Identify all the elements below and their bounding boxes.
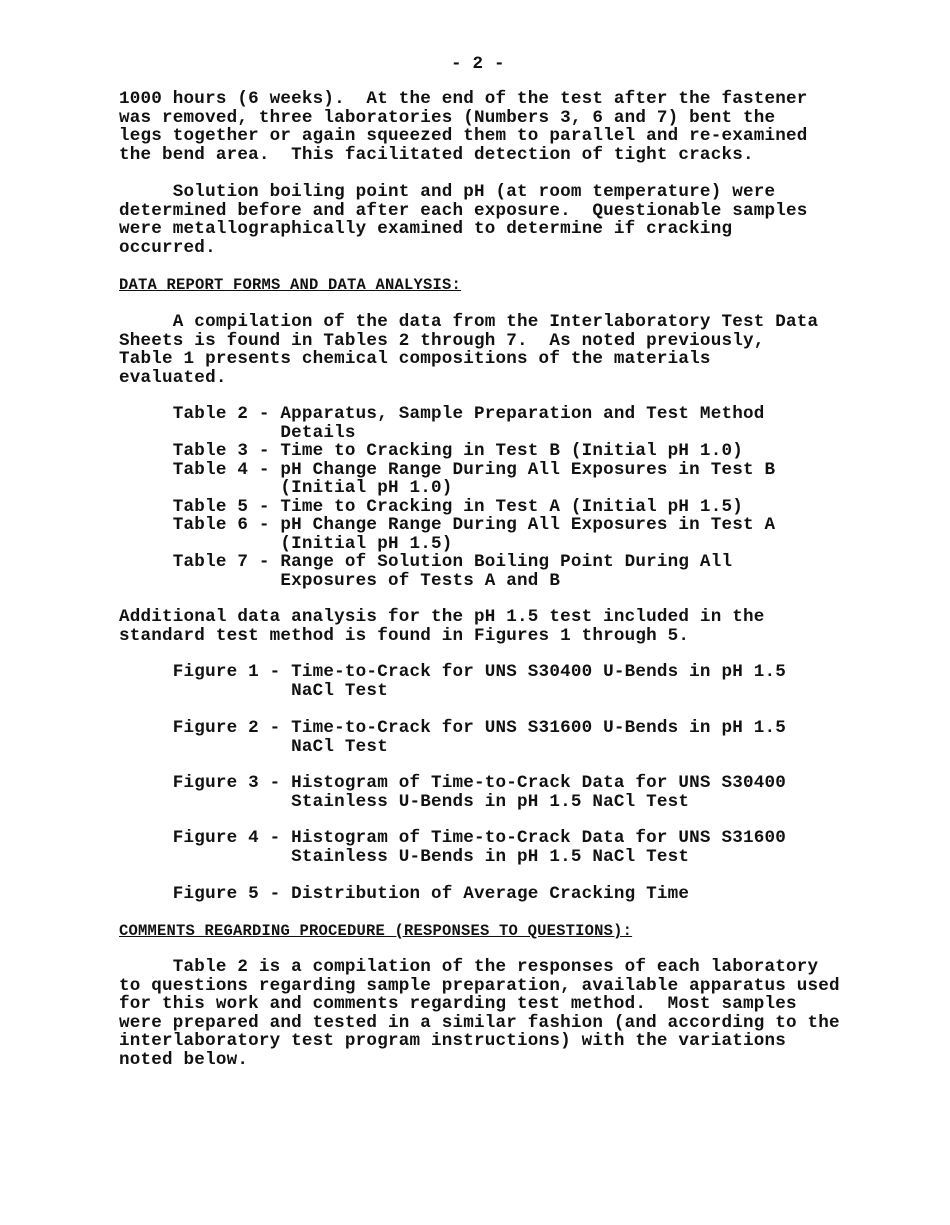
page-number: - 2 - xyxy=(451,54,505,74)
compilation-line: evaluated. xyxy=(119,367,227,388)
boiling-line: determined before and after each exposure. Questionable samples xyxy=(119,200,808,221)
intro-line: legs together or again squeezed them to parallel and re-examined xyxy=(119,126,808,146)
table2-line: Table 2 is a compilation of the responses of each laboratory xyxy=(119,957,819,977)
intro-line: was removed, three laboratories (Numbers 3, 6 and 7) bent the xyxy=(119,107,776,128)
table-list-item: Table 2 - Apparatus, Sample Preparation and Test Method xyxy=(119,404,765,424)
compilation-line: Table 1 presents chemical compositions of the materials xyxy=(119,349,711,369)
boiling-line: occurred. xyxy=(119,237,216,258)
figure-list-item: NaCl Test xyxy=(119,680,388,701)
additional-line: standard test method is found in Figures 1 through 5. xyxy=(119,625,690,646)
table-list-item: Details xyxy=(119,422,356,443)
section-heading-comments: COMMENTS REGARDING PROCEDURE (RESPONSES TO QUESTIONS): xyxy=(119,922,633,940)
section-heading-data-report: DATA REPORT FORMS AND DATA ANALYSIS: xyxy=(119,276,462,294)
intro-line: 1000 hours (6 weeks). At the end of the test after the fastener xyxy=(119,89,808,109)
table-list-item: (Initial pH 1.5) xyxy=(119,533,453,554)
table2-line: noted below. xyxy=(119,1049,249,1070)
table-list-item: Table 7 - Range of Solution Boiling Point During All xyxy=(119,552,733,572)
intro-line: the bend area. This facilitated detection of tight cracks. xyxy=(119,144,754,165)
figure-list-item: Figure 1 - Time-to-Crack for UNS S30400 U-Bends in pH 1.5 xyxy=(119,662,786,682)
figure-list-item: Figure 5 - Distribution of Average Cracking Time xyxy=(119,884,690,904)
table-list-item: Table 4 - pH Change Range During All Exposures in Test B xyxy=(119,459,776,480)
additional-line: Additional data analysis for the pH 1.5 test included in the xyxy=(119,607,765,627)
table2-line: to questions regarding sample preparation, available apparatus used xyxy=(119,975,840,996)
table2-line: were prepared and tested in a similar fashion (and according to the xyxy=(119,1012,840,1033)
figure-list-item: Figure 3 - Histogram of Time-to-Crack Data for UNS S30400 xyxy=(119,773,786,793)
table-list-item: Table 5 - Time to Cracking in Test A (Initial pH 1.5) xyxy=(119,496,743,517)
table-list-item: Table 6 - pH Change Range During All Exposures in Test A xyxy=(119,515,776,535)
table-list-item: (Initial pH 1.0) xyxy=(119,478,453,498)
figure-list-item: Stainless U-Bends in pH 1.5 NaCl Test xyxy=(119,846,690,867)
figure-list-item: Figure 4 - Histogram of Time-to-Crack Data for UNS S31600 xyxy=(119,828,786,848)
compilation-line: Sheets is found in Tables 2 through 7. As noted previously, xyxy=(119,330,765,351)
compilation-line: A compilation of the data from the Interlaboratory Test Data xyxy=(119,312,819,332)
figure-list-item: Stainless U-Bends in pH 1.5 NaCl Test xyxy=(119,791,690,812)
figure-list-item: Figure 2 - Time-to-Crack for UNS S31600 U-Bends in pH 1.5 xyxy=(119,718,786,738)
table2-line: for this work and comments regarding test method. Most samples xyxy=(119,994,797,1014)
boiling-line: Solution boiling point and pH (at room temperature) were xyxy=(119,182,776,202)
table2-line: interlaboratory test program instructions) with the variations xyxy=(119,1031,786,1051)
table-list-item: Exposures of Tests A and B xyxy=(119,570,561,591)
figure-list-item: NaCl Test xyxy=(119,736,388,757)
boiling-line: were metallographically examined to determine if cracking xyxy=(119,219,733,239)
table-list-item: Table 3 - Time to Cracking in Test B (Initial pH 1.0) xyxy=(119,441,743,461)
